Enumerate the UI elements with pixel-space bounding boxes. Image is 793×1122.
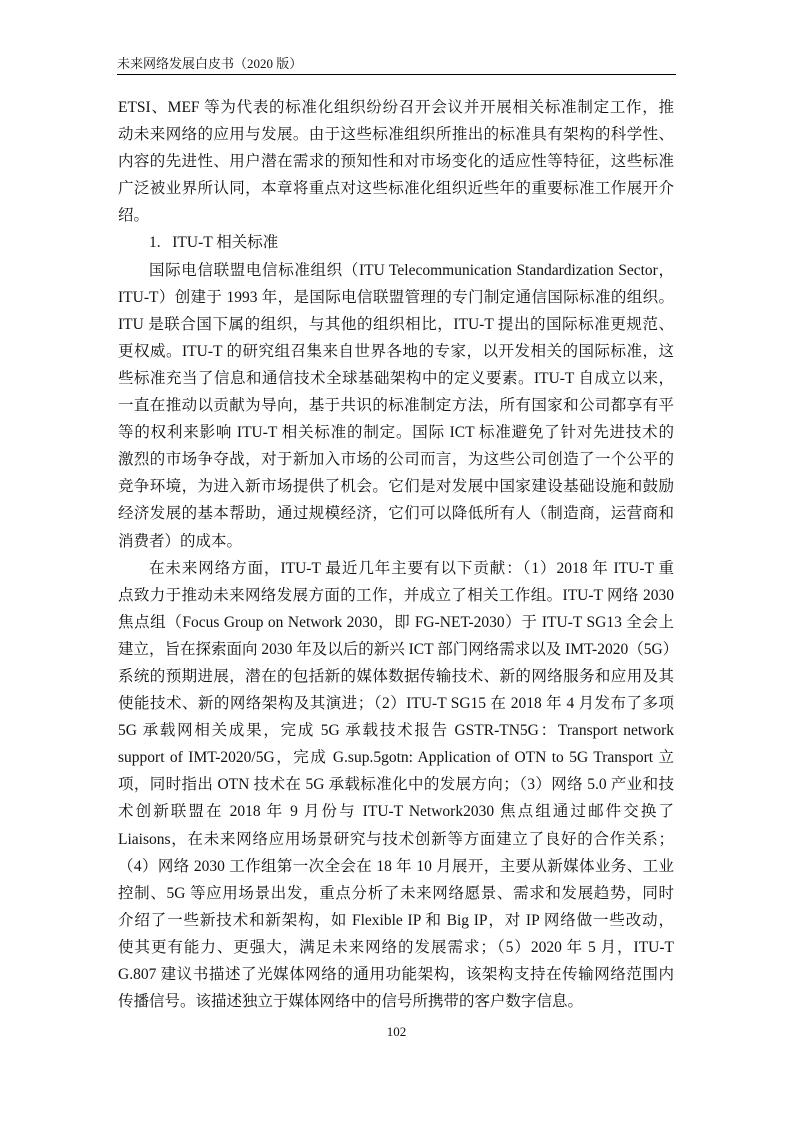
text-line: 传播信号。该描述独立于媒体网络中的信号所携带的客户数字信息。 [118, 993, 584, 1011]
text-line: ETSI、MEF 等为代表的标准化组织纷纷召开会议并开展相关标准制定工作，推 [118, 99, 674, 116]
text-line: 5G 承载网相关成果，完成 5G 承载技术报告 GSTR-TN5G：Transport network [118, 722, 674, 740]
text-line: 术创新联盟在 2018 年 9 月份与 ITU-T Network2030 焦点组通过邮件交换了 [118, 803, 674, 821]
text-line: 广泛被业界所认同，本章将重点对这些标准化组织近些年的重要标准工作展开介 [118, 180, 674, 198]
text-line: 激烈的市场争夺战，对于新加入市场的公司而言，为这些公司创造了一个公平的 [118, 451, 674, 469]
running-header-title: 未来网络发展白皮书（2020 版） [117, 56, 303, 71]
text-line: 使其更有能力、更强大，满足未来网络的发展需求；（5）2020 年 5 月，ITU-T [118, 938, 674, 956]
text-line: 等的权利来影响 ITU-T 相关标准的制定。国际 ICT 标准避免了针对先进技术的 [118, 424, 674, 442]
text-line: 消费者）的成本。 [118, 532, 243, 550]
text-line: 建立，旨在探索面向 2030 年及以后的新兴 ICT 部门网络需求以及 IMT-2020（5G） [118, 640, 679, 658]
text-line: 内容的先进性、用户潜在需求的预知性和对市场变化的适应性等特征，这些标准 [118, 153, 674, 171]
text-line: support of IMT-2020/5G，完成 G.sup.5gotn: Application of OTN to 5G Transport 立 [118, 749, 674, 767]
intro-paragraph [118, 94, 674, 229]
text-line: 国际电信联盟电信标准组织（ITU Telecommunication Standardization Sector， [149, 261, 674, 279]
section-heading: 1. ITU-T 相关标准 [149, 234, 279, 252]
text-line: 控制、5G 等应用场景出发，重点分析了未来网络愿景、需求和发展趋势，同时 [118, 884, 674, 902]
text-line: 一直在推动以贡献为导向，基于共识的标准制定方法，所有国家和公司都享有平 [118, 397, 674, 415]
itu-t-overview-paragraph [118, 257, 674, 555]
text-line: 绍。 [118, 207, 150, 225]
text-line: （4）网络 2030 工作组第一次全会在 18 年 10 月展开，主要从新媒体业务、工业 [118, 857, 674, 875]
text-line: 竞争环境，为进入新市场提供了机会。它们是对发展中国家建设基础设施和鼓励 [118, 478, 674, 496]
page-body [118, 94, 679, 1015]
text-line: 动未来网络的应用与发展。由于这些标准组织所推出的标准具有架构的科学性、 [118, 126, 674, 144]
text-line: G.807 建议书描述了光媒体网络的通用功能架构，该架构支持在传输网络范围内 [118, 966, 674, 983]
text-line: 更权威。ITU-T 的研究组召集来自世界各地的专家，以开发相关的国际标准，这 [118, 342, 674, 360]
page-number: 102 [386, 1024, 407, 1039]
text-line: Liaisons，在未来网络应用场景研究与技术创新等方面建立了良好的合作关系； [118, 830, 674, 848]
future-network-contributions-paragraph [118, 555, 679, 1016]
text-line: ITU-T）创建于 1993 年，是国际电信联盟管理的专门制定通信国际标准的组织。 [118, 288, 674, 306]
text-line: 介绍了一些新技术和新架构，如 Flexible IP 和 Big IP，对 IP 网络做一些改动， [118, 911, 674, 929]
text-line: ITU 是联合国下属的组织，与其他的组织相比，ITU-T 提出的国际标准更规范、 [118, 315, 674, 333]
text-line: 在未来网络方面，ITU-T 最近几年主要有以下贡献：（1）2018 年 ITU-T 重 [149, 559, 674, 577]
text-line: 点致力于推动未来网络发展方面的工作，并成立了相关工作组。ITU-T 网络 2030 [118, 586, 674, 604]
text-line: 经济发展的基本帮助，通过规模经济，它们可以降低所有人（制造商，运营商和 [118, 505, 674, 523]
text-line: 使能技术、新的网络架构及其演进；（2）ITU-T SG15 在 2018 年 4 月发布了多项 [118, 695, 674, 713]
running-header [117, 52, 676, 75]
text-line: 焦点组（Focus Group on Network 2030，即 FG-NET-2030）于 ITU-T SG13 全会上 [118, 613, 674, 631]
text-line: 系统的预期进展，潜在的包括新的媒体数据传输技术、新的网络服务和应用及其 [118, 667, 674, 685]
text-line: 项，同时指出 OTN 技术在 5G 承载标准化中的发展方向；（3）网络 5.0 产业和技 [118, 776, 674, 794]
text-line: 些标准充当了信息和通信技术全球基础架构中的定义要素。ITU-T 自成立以来， [118, 369, 674, 387]
